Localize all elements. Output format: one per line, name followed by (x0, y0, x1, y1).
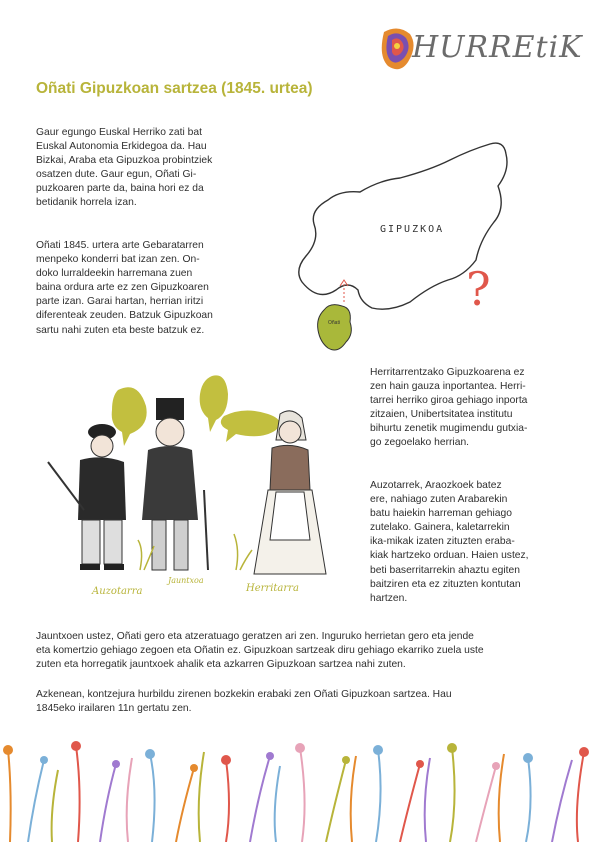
brand-name: HURREtiK (412, 30, 583, 65)
flower-border (0, 730, 595, 842)
caption-herritarra: Herritarra (246, 583, 299, 594)
jauntxoa-figure (142, 398, 208, 570)
map-town-label: Oñati (328, 320, 340, 326)
onati-region (318, 305, 352, 350)
speech-bubble-1 (112, 387, 147, 446)
caption-jauntxoa: Jauntxoa (168, 576, 204, 585)
paragraph-4: Auzotarrek, Araozkoek batez ere, nahiago zuten Arabarekin batu haiekin harreman gehiago zutelako. Gainera, kaletarrekin ika-mikak izaten zituzten eraba- kiak hartzeko orduan. Haien ustez, beti baserritarrekin ahaztu egiten baitziren eta ez zituzten kontutan hartzen. (370, 480, 529, 604)
paragraph-5: Jauntxoen ustez, Oñati gero eta atzeratuago geratzen ari zen. Inguruko herrietan gero eta jende eta komertzio gehiago zegoen eta Oñatin ez. Gipuzkoan sartzeak diru gehiago ekarriko zuela uste zuten eta horregatik jauntxoek ahalik eta azkarren Gipuzkoan sartzea nahi zuten. (36, 631, 484, 671)
caption-auzotarra: Auzotarra (92, 586, 143, 597)
map-region-label: GIPUZKOA (380, 224, 445, 235)
plant-icon (234, 534, 252, 570)
paragraph-2: Oñati 1845. urtera arte Gebaratarren menpeko konderri bat izan zen. On- doko lurraldeekin harremana zuen baina ordura arte ez zen Gipuzkoaren parte izan. Garai hartan, herrian iritzi diferenteak zeuden. Batzuk Gipuzkoan sartu nahi zuten eta beste batzuk ez. (36, 240, 213, 336)
question-mark: ? (466, 262, 491, 316)
speech-bubble-3 (221, 410, 280, 442)
page-title: Oñati Gipuzkoan sartzea (1845. urtea) (36, 80, 313, 97)
herritarra-figure (254, 411, 326, 574)
auzotarra-figure (48, 424, 126, 570)
characters-illustration (40, 370, 340, 600)
paragraph-1: Gaur egungo Euskal Herriko zati bat Euskal Autonomia Erkidegoa da. Hau Bizkai, Araba eta Gipuzkoa probintziek osatzen dute. Gaur egun, Oñati Gi- puzkoaren parte da, baina hori ez da betidanik horrela izan. (36, 127, 213, 209)
paragraph-3: Herritarrentzako Gipuzkoarena ez zen hain gauza inportantea. Herri- tarrei herriko giroa gehiago inporta zitzaien, Unibertsitatea institutu bihurtu zenetik mugimendu gutxia- go zegoelako herrian. (370, 367, 528, 449)
paragraph-6: Azkenean, kontzejura hurbildu zirenen bozkekin erabaki zen Oñati Gipuzkoan sartzea. Hau 1845eko irailaren 11n gertatu zen. (36, 689, 452, 715)
gipuzkoa-map (280, 130, 530, 360)
